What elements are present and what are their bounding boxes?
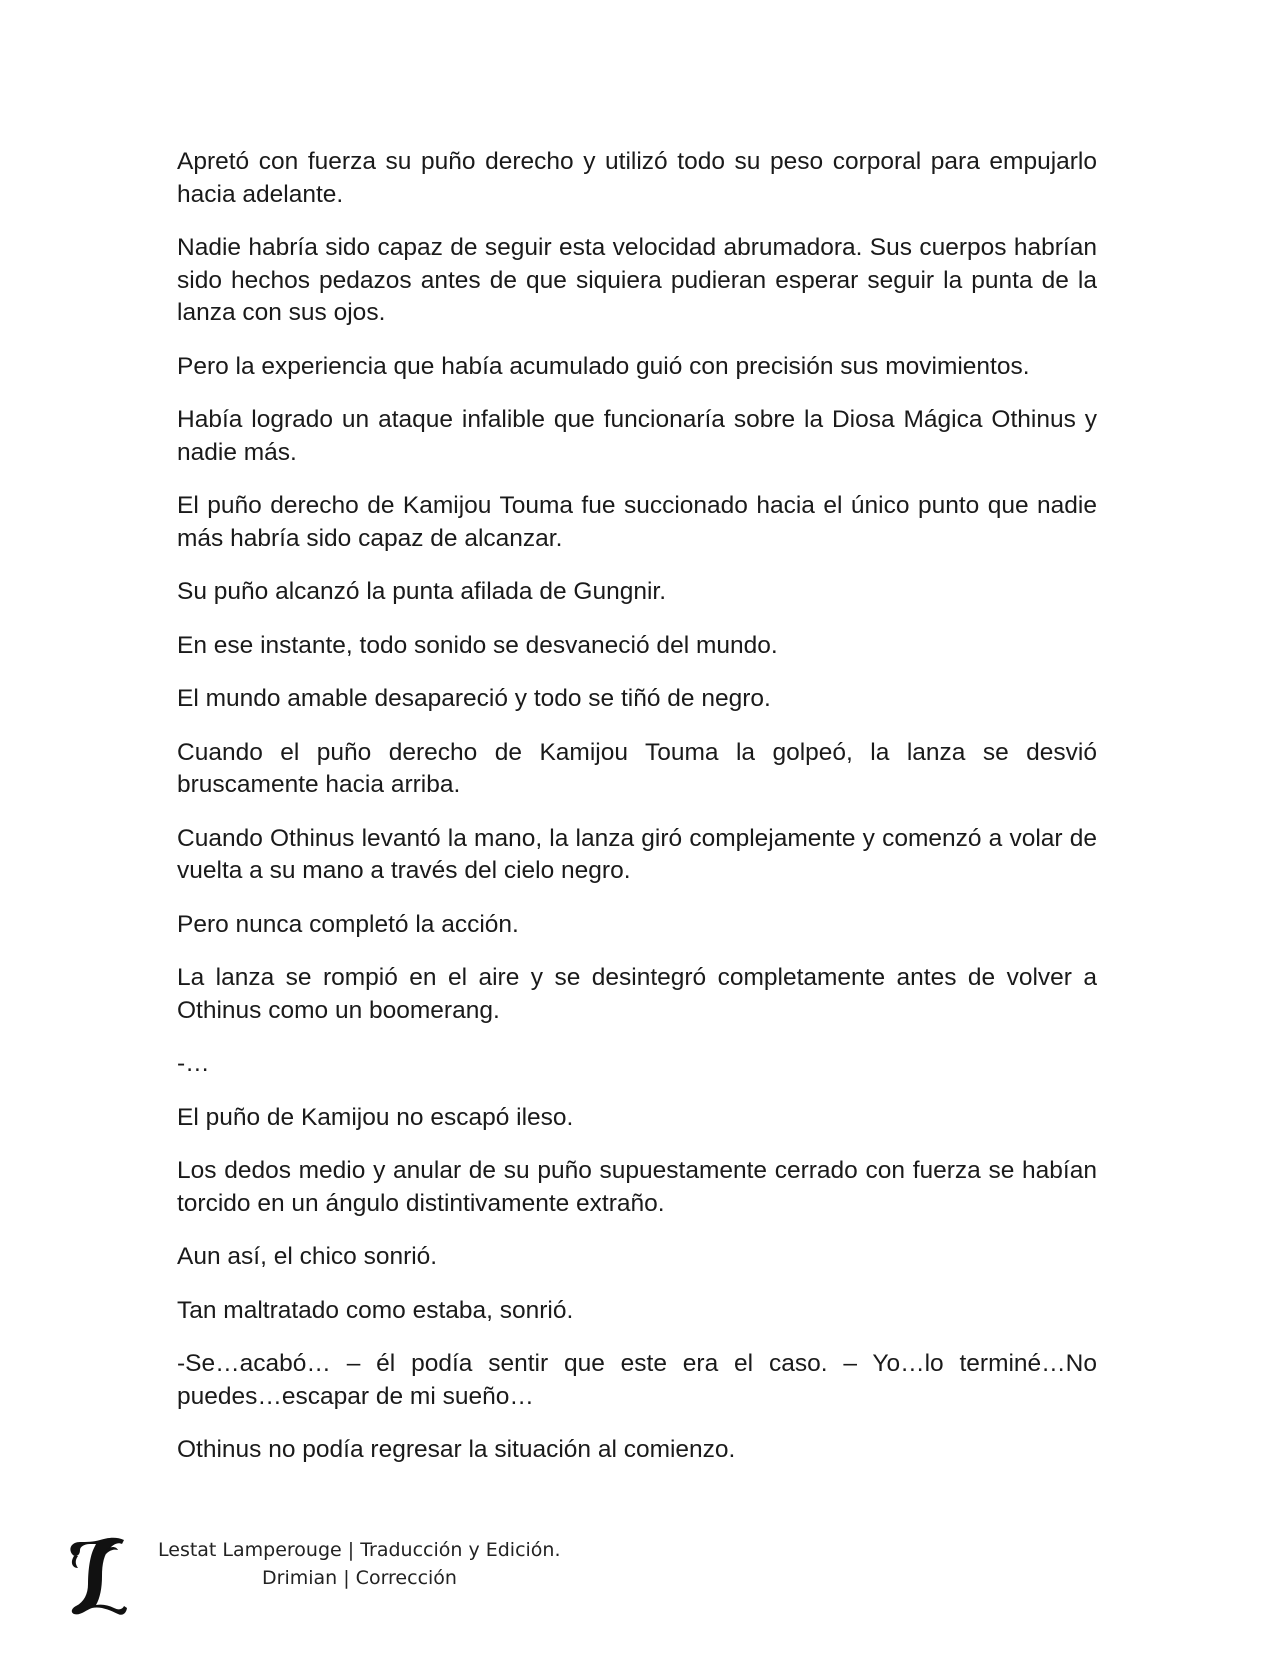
paragraph-8: El mundo amable desapareció y todo se tiñó de negro. <box>177 685 771 712</box>
paragraph-6: Su puño alcanzó la punta afilada de Gungnir. <box>177 578 667 605</box>
paragraph-7: En ese instante, todo sonido se desvaneció del mundo. <box>177 631 778 659</box>
paragraph-4: Había logrado un ataque infalible que funcionaría sobre la Diosa Mágica Othinus y nadie más. <box>177 406 1097 466</box>
document-body <box>177 146 1097 1488</box>
paragraph-9: Cuando el puño derecho de Kamijou Touma la golpeó, la lanza se desvió bruscamente hacia arriba. <box>177 738 1097 798</box>
paragraph-13: -… <box>177 1050 210 1077</box>
paragraph-2: Nadie habría sido capaz de seguir esta velocidad abrumadora. Sus cuerpos habrían sido hechos pedazos antes de que siquiera pudieran esperar seguir la punta de la lanza con sus ojos. <box>177 234 1097 326</box>
paragraph-15: Los dedos medio y anular de su puño supuestamente cerrado con fuerza se habían torcido en un ángulo distintivamente extraño. <box>177 1157 1097 1217</box>
translation-credits <box>158 1536 561 1592</box>
page-footer <box>66 1536 666 1646</box>
paragraph-12: La lanza se rompió en el aire y se desintegró completamente antes de volver a Othinus como un boomerang. <box>177 964 1097 1024</box>
paragraph-19: Othinus no podía regresar la situación al comienzo. <box>177 1436 736 1463</box>
paragraph-17: Tan maltratado como estaba, sonrió. <box>177 1296 574 1324</box>
paragraph-3: Pero la experiencia que había acumulado guió con precisión sus movimientos. <box>177 352 1030 380</box>
credit-proofreader: Drimian | Corrección <box>262 1567 457 1589</box>
paragraph-16: Aun así, el chico sonrió. <box>177 1243 438 1270</box>
paragraph-11: Pero nunca completó la acción. <box>177 910 519 938</box>
paragraph-1: Apretó con fuerza su puño derecho y utilizó todo su peso corporal para empujarlo hacia adelante. <box>177 148 1097 208</box>
paragraph-14: El puño de Kamijou no escapó ileso. <box>177 1103 574 1131</box>
paragraph-5: El puño derecho de Kamijou Touma fue succionado hacia el único punto que nadie más habría sido capaz de alcanzar. <box>177 492 1097 552</box>
credit-translator: Lestat Lamperouge | Traducción y Edición. <box>158 1539 561 1561</box>
paragraph-18: -Se…acabó… – él podía sentir que este era el caso. – Yo…lo terminé…No puedes…escapar de mi sueño… <box>177 1350 1097 1410</box>
blackletter-l-logo <box>66 1536 130 1618</box>
paragraph-10: Cuando Othinus levantó la mano, la lanza giró complejamente y comenzó a volar de vuelta a su mano a través del cielo negro. <box>177 824 1097 884</box>
